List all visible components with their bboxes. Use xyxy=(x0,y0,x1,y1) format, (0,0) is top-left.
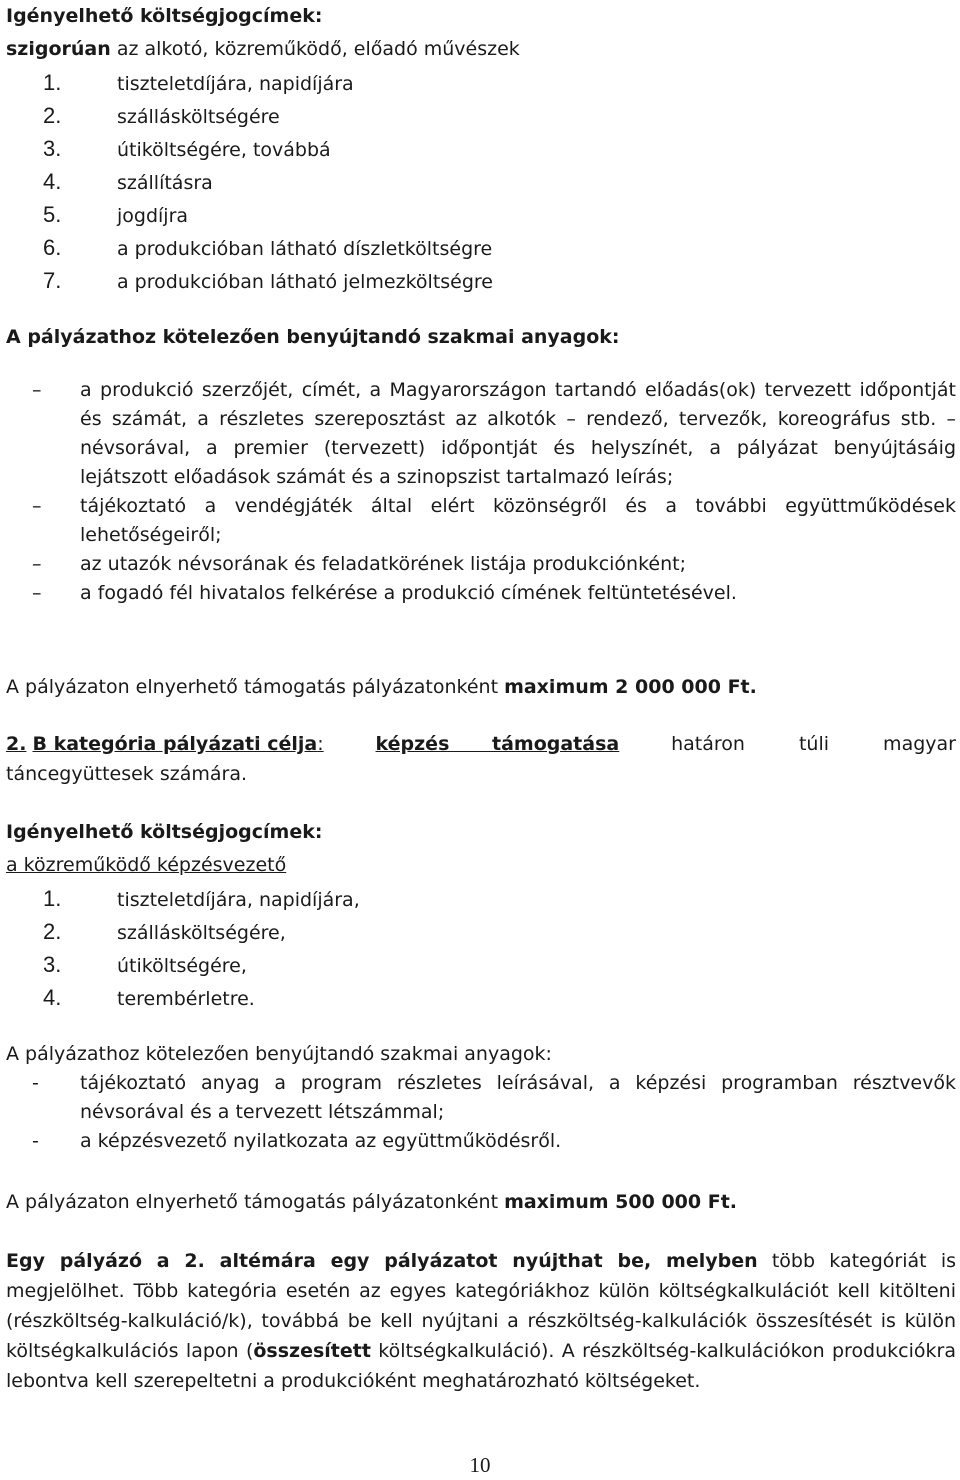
section-heading: Igényelhető költségjogcímek: xyxy=(6,5,323,27)
item-text: a képzésvezető nyilatkozata az együttműködésről. xyxy=(80,1130,562,1152)
category-colon: : xyxy=(317,733,324,755)
item-number: 6. xyxy=(43,235,62,260)
item-text: szállásköltségére xyxy=(117,106,280,128)
item-number: 7. xyxy=(43,268,62,293)
item-number: 1. xyxy=(43,886,62,911)
category-target-cont: táncegyüttesek számára. xyxy=(6,763,247,785)
required-materials-heading-b: A pályázathoz kötelezően benyújtandó szakmai anyagok: xyxy=(6,1043,552,1065)
list-item xyxy=(6,264,956,297)
numbered-list xyxy=(6,66,956,297)
item-text: útiköltségére, továbbá xyxy=(117,139,331,161)
list-item xyxy=(6,1069,956,1127)
numbered-list xyxy=(6,882,956,1014)
dash-bullet: – xyxy=(32,582,42,604)
category-b-line xyxy=(6,729,956,759)
item-text: tájékoztató anyag a program részletes leírásával, a képzési programban résztvevők névsorával és a tervezett létszámmal; xyxy=(80,1072,956,1123)
list-item xyxy=(6,579,956,608)
list-item xyxy=(6,376,956,492)
item-text: a produkció szerzőjét, címét, a Magyarországon tartandó előadás(ok) tervezett időpontját és számát, a részletes szereposztást az alkotók – rendező, tervezők, koreográfus stb. – névsorával, a premier (tervezett) időpontját és helyszínét, a pályázat benyújtásáig lejátszott előadások számát és a szinopszist tartalmazó leírás; xyxy=(80,379,956,488)
dash-bullet: – xyxy=(32,379,42,401)
list-item xyxy=(6,915,956,948)
item-text: jogdíjra xyxy=(117,205,189,227)
item-text: útiköltségére, xyxy=(117,955,247,977)
list-item xyxy=(6,132,956,165)
list-item xyxy=(6,981,956,1014)
item-text: a produkcióban látható jelmezköltségre xyxy=(117,271,494,293)
paragraph-emphasis: Egy pályázó a 2. altémára egy pályázatot nyújthat be, melyben xyxy=(6,1250,758,1272)
dash-bullet: – xyxy=(32,495,42,517)
page-number: 10 xyxy=(469,1453,491,1477)
required-materials-heading: A pályázathoz kötelezően benyújtandó szakmai anyagok: xyxy=(6,326,620,348)
item-text: a fogadó fél hivatalos felkérése a produkció címének feltüntetésével. xyxy=(80,582,737,604)
item-text: tiszteletdíjára, napidíjára xyxy=(117,73,354,95)
category-name: B kategória pályázati célja xyxy=(32,733,318,755)
amount-text: A pályázaton elnyerhető támogatás pályázatonként xyxy=(6,676,505,698)
list-item xyxy=(6,948,956,981)
item-number: 5. xyxy=(43,202,62,227)
section-subheading: a közreműködő képzésvezető xyxy=(6,854,287,876)
closing-paragraph xyxy=(6,1246,956,1396)
item-text: tájékoztató a vendégjáték által elért közönségről és a további együttműködések lehetőségeiről; xyxy=(80,495,956,546)
section-subheading xyxy=(6,33,956,66)
hyphen-bullet: - xyxy=(32,1130,39,1152)
category-b-title xyxy=(6,729,956,789)
dash-bullet: – xyxy=(32,553,42,575)
required-materials-list-b xyxy=(6,1069,956,1156)
cost-items-section-b xyxy=(6,816,956,1014)
list-item xyxy=(6,1127,956,1156)
list-item xyxy=(6,165,956,198)
item-text: az utazók névsorának és feladatkörének listája produkciónként; xyxy=(80,553,686,575)
item-text: szállásköltségére, xyxy=(117,922,286,944)
cost-items-section-a xyxy=(6,0,956,297)
list-item xyxy=(6,66,956,99)
amount-value: maximum 500 000 Ft. xyxy=(504,1191,738,1213)
category-label xyxy=(6,729,324,759)
item-text: tiszteletdíjára, napidíjára, xyxy=(117,889,360,911)
required-materials-list xyxy=(6,376,956,608)
category-purpose: képzés támogatása xyxy=(375,733,620,755)
category-target: határon túli magyar xyxy=(671,733,956,755)
maximum-amount-a xyxy=(6,671,956,704)
item-number: 4. xyxy=(43,169,62,194)
hyphen-bullet: - xyxy=(32,1072,39,1094)
amount-value: maximum 2 000 000 Ft. xyxy=(504,676,757,698)
amount-text: A pályázaton elnyerhető támogatás pályázatonként xyxy=(6,1191,505,1213)
item-text: terembérletre. xyxy=(117,988,255,1010)
list-item xyxy=(6,492,956,550)
category-number: 2. xyxy=(6,733,27,755)
paragraph-text: több kategóriát is megjelölhet. Több kategória esetén az egyes kategóriákhoz külön költségkalkulációt kell kitölteni (részköltség-kalkuláció/k), továbbá be kell nyújtani a részköltség-kalkulációk összesítését is külön költségkalkulációs lapon ( xyxy=(6,1250,956,1362)
emphasis-text: szigorúan xyxy=(6,38,111,60)
item-text: szállításra xyxy=(117,172,213,194)
section-heading: Igényelhető költségjogcímek: xyxy=(6,821,323,843)
item-number: 2. xyxy=(43,103,62,128)
maximum-amount-b xyxy=(6,1186,956,1219)
subheading-text: az alkotó, közreműködő, előadó művészek xyxy=(110,38,520,60)
list-item xyxy=(6,99,956,132)
list-item xyxy=(6,882,956,915)
list-item xyxy=(6,550,956,579)
item-number: 3. xyxy=(43,952,62,977)
item-number: 2. xyxy=(43,919,62,944)
item-number: 4. xyxy=(43,985,62,1010)
item-text: a produkcióban látható díszletköltségre xyxy=(117,238,493,260)
paragraph-emphasis-2: összesített xyxy=(253,1340,371,1362)
list-item xyxy=(6,198,956,231)
paragraph-text-2: költségkalkuláció). A részköltség-kalkulációkon produkciókra lebontva kell szerepeltetni a produkcióként meghatározható költségeket. xyxy=(6,1340,956,1392)
list-item xyxy=(6,231,956,264)
item-number: 3. xyxy=(43,136,62,161)
item-number: 1. xyxy=(43,70,62,95)
